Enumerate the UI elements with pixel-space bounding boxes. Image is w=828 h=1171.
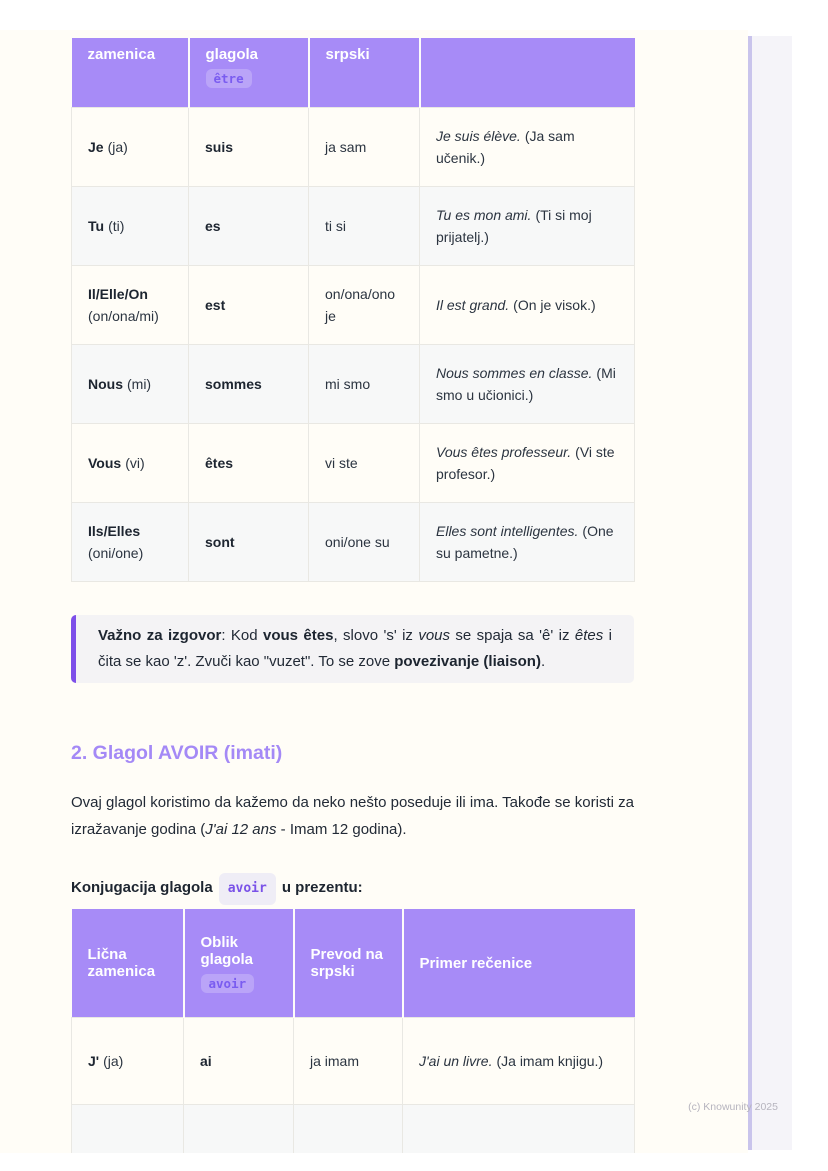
table-row — [72, 1018, 635, 1105]
translation: vi ste — [325, 455, 358, 471]
etre-header-glagola — [189, 38, 309, 108]
translation: ti si — [325, 218, 346, 234]
table-row — [72, 503, 635, 582]
table-row-clipped — [72, 1105, 635, 1154]
pronoun: Je — [88, 139, 104, 155]
example-sr: (One su pametne.) — [436, 523, 614, 561]
avoir-code-badge: avoir — [219, 873, 276, 905]
conjugation-label-line: Konjugacija glagola avoir u prezentu: — [71, 873, 634, 899]
translation: on/ona/ono je — [325, 286, 396, 324]
pronoun-note: (mi) — [127, 376, 152, 392]
avoir-code-badge-header: avoir — [201, 974, 255, 993]
example-sr: (Vi ste profesor.) — [436, 444, 615, 482]
table-row — [72, 424, 635, 503]
avoir-conjugation-table — [71, 909, 635, 1153]
etre-header-primer — [420, 38, 635, 108]
example-sr: (Mi smo u učionici.) — [436, 365, 616, 403]
example-fr: Vous êtes professeur. — [436, 444, 572, 460]
pronoun-note: (oni/one) — [88, 545, 144, 561]
verb-form: ai — [200, 1053, 212, 1069]
page-edge-strip — [752, 36, 792, 1150]
table-row — [72, 345, 635, 424]
avoir-intro-paragraph: Ovaj glagol koristimo da kažemo da neko nešto poseduje ili ima. Takođe se koristi za izražavanje godina (J'ai 12 ans - Imam 12 godina). — [71, 794, 634, 838]
pronoun-note: (vi) — [125, 455, 145, 471]
example-sr: (Ti si moj prijatelj.) — [436, 207, 592, 245]
header-label: zamenica — [87, 46, 156, 63]
pronoun-note: (ja) — [103, 1053, 124, 1069]
header-label: Prevod na srpski — [310, 946, 384, 980]
document-page — [0, 30, 748, 1153]
pronoun: Il/Elle/On — [88, 286, 148, 302]
etre-table-header-row — [72, 38, 635, 108]
pronoun: Nous — [88, 376, 123, 392]
avoir-header-licna-zamenica — [72, 909, 184, 1018]
pronoun: Vous — [88, 455, 122, 471]
header-label: Lična zamenica — [87, 946, 156, 980]
header-label: glagola — [205, 46, 259, 63]
verb-form: suis — [205, 139, 234, 155]
pronoun-note: (ti) — [108, 218, 125, 234]
avoir-table-header-row — [72, 909, 635, 1018]
pronoun: Tu — [88, 218, 105, 234]
pronoun-note: (on/ona/mi) — [88, 308, 159, 324]
verb-form: sont — [205, 534, 235, 550]
avoir-header-prevod — [294, 909, 403, 1018]
knowunity-watermark: (c) Knowunity 2025 — [688, 1101, 778, 1113]
example-fr: Elles sont intelligentes. — [436, 523, 579, 539]
translation: mi smo — [325, 376, 371, 392]
translation: oni/one su — [325, 534, 390, 550]
pronoun: Ils/Elles — [88, 523, 141, 539]
avoir-header-oblik-glagola — [184, 909, 294, 1018]
header-label: Primer rečenice — [419, 954, 533, 972]
table-row — [72, 187, 635, 266]
table-row — [72, 108, 635, 187]
example-sr: (Ja imam knjigu.) — [496, 1053, 604, 1069]
example-fr: Je suis élève. — [436, 128, 521, 144]
pronunciation-callout: Važno za izgovor: Kod vous êtes, slovo 's' iz vous se spaja sa 'ê' iz êtes i čita se kao 'z'. Zvuči kao "vuzet". To se zove povezivanje (liaison). — [71, 615, 634, 683]
table-row — [72, 266, 635, 345]
verb-form: es — [205, 218, 221, 234]
etre-header-zamenica — [72, 38, 189, 108]
translation: ja imam — [310, 1053, 360, 1069]
verb-form: est — [205, 297, 226, 313]
avoir-header-primer — [403, 909, 635, 1018]
example-fr: Nous sommes en classe. — [436, 365, 593, 381]
header-label: srpski — [325, 46, 370, 63]
callout-bold: Važno za izgovor — [98, 627, 222, 644]
etre-header-srpski — [309, 38, 420, 108]
verb-form: sommes — [205, 376, 262, 392]
example-fr: Tu es mon ami. — [436, 207, 532, 223]
pronoun-note: (ja) — [107, 139, 128, 155]
example-fr: Il est grand. — [436, 297, 510, 313]
header-label: Oblik glagola — [200, 933, 254, 968]
example-sr: (On je visok.) — [513, 297, 596, 313]
example-sr: (Ja sam učenik.) — [436, 128, 575, 166]
section-heading-avoir: 2. Glagol AVOIR (imati) — [71, 742, 283, 764]
etre-conjugation-table — [71, 38, 635, 582]
pronoun: J' — [88, 1053, 100, 1069]
etre-code-badge: être — [206, 69, 252, 88]
page-content — [71, 38, 634, 1153]
verb-form: êtes — [205, 455, 234, 471]
example-fr: J'ai un livre. — [419, 1053, 493, 1069]
translation: ja sam — [325, 139, 367, 155]
